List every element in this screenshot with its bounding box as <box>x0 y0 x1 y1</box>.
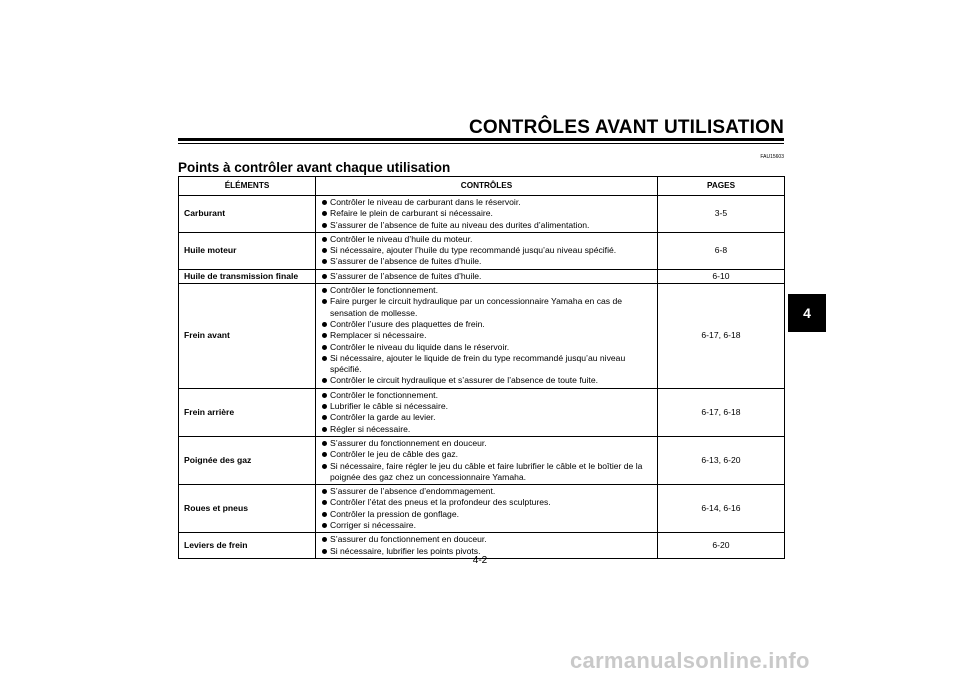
table-row <box>179 284 785 389</box>
check-item: S’assurer du fonctionnement en douceur. <box>319 534 654 545</box>
row-item-name: Roues et pneus <box>179 485 316 533</box>
check-item: Si nécessaire, faire régler le jeu du câble et faire lubrifier le câble et le boîtier de la poignée des gaz chez un concessionnaire Yamaha. <box>319 461 654 484</box>
table-row <box>179 232 785 269</box>
check-item: Si nécessaire, lubrifier les points pivots. <box>319 546 654 557</box>
check-item: Si nécessaire, ajouter l’huile du type recommandé jusqu’au niveau spécifié. <box>319 245 654 256</box>
check-list <box>319 390 654 435</box>
table-row <box>179 485 785 533</box>
row-item-name: Carburant <box>179 196 316 233</box>
check-item: Contrôler le niveau du liquide dans le réservoir. <box>319 342 654 353</box>
row-pages: 6-13, 6-20 <box>658 436 785 484</box>
check-item: Si nécessaire, ajouter le liquide de frein du type recommandé jusqu’au niveau spécifié. <box>319 353 654 376</box>
checklist-table-container <box>178 176 784 559</box>
row-pages: 3-5 <box>658 196 785 233</box>
table-row <box>179 436 785 484</box>
check-item: Contrôler le niveau d’huile du moteur. <box>319 234 654 245</box>
check-item: Remplacer si nécessaire. <box>319 330 654 341</box>
row-checks <box>316 436 658 484</box>
check-item: Contrôler l’état des pneus et la profondeur des sculptures. <box>319 497 654 508</box>
check-list <box>319 486 654 531</box>
check-item: Contrôler le fonctionnement. <box>319 390 654 401</box>
check-list <box>319 197 654 231</box>
check-item: Régler si nécessaire. <box>319 424 654 435</box>
header-rule-thin <box>178 143 784 144</box>
row-pages: 6-10 <box>658 269 785 283</box>
check-list <box>319 285 654 387</box>
check-item: Contrôler l’usure des plaquettes de frein. <box>319 319 654 330</box>
check-list <box>319 438 654 483</box>
row-item-name: Frein avant <box>179 284 316 389</box>
chapter-tab: 4 <box>788 294 826 332</box>
check-list <box>319 271 654 282</box>
column-header-pages: PAGES <box>658 177 785 196</box>
row-checks <box>316 284 658 389</box>
watermark: carmanualsonline.info <box>570 648 810 673</box>
checklist-table <box>178 176 785 559</box>
row-item-name: Frein arrière <box>179 388 316 436</box>
row-pages: 6-17, 6-18 <box>658 388 785 436</box>
page-number: 4-2 <box>472 555 488 566</box>
check-item: Faire purger le circuit hydraulique par un concessionnaire Yamaha en cas de sensation de mollesse. <box>319 296 654 319</box>
check-item: Contrôler la pression de gonflage. <box>319 509 654 520</box>
table-header-row <box>179 177 785 196</box>
column-header-elements: ÉLÉMENTS <box>179 177 316 196</box>
check-item: Corriger si nécessaire. <box>319 520 654 531</box>
row-checks <box>316 269 658 283</box>
check-list <box>319 234 654 268</box>
check-item: S’assurer de l’absence de fuites d’huile. <box>319 271 654 282</box>
row-pages: 6-17, 6-18 <box>658 284 785 389</box>
check-item: S’assurer de l’absence d’endommagement. <box>319 486 654 497</box>
check-item: Contrôler le fonctionnement. <box>319 285 654 296</box>
check-item: Lubrifier le câble si nécessaire. <box>319 401 654 412</box>
header-rule-thick <box>178 138 784 141</box>
check-item: S’assurer de l’absence de fuite au niveau des durites d’alimentation. <box>319 220 654 231</box>
check-item: Contrôler le circuit hydraulique et s’assurer de l’absence de toute fuite. <box>319 375 654 386</box>
row-checks <box>316 232 658 269</box>
row-pages: 6-20 <box>658 533 785 559</box>
check-item: Refaire le plein de carburant si nécessaire. <box>319 208 654 219</box>
section-title: Points à contrôler avant chaque utilisation <box>178 160 451 175</box>
row-pages: 6-8 <box>658 232 785 269</box>
column-header-controls: CONTRÔLES <box>316 177 658 196</box>
row-item-name: Huile de transmission finale <box>179 269 316 283</box>
row-pages: 6-14, 6-16 <box>658 485 785 533</box>
row-item-name: Poignée des gaz <box>179 436 316 484</box>
check-item: Contrôler la garde au levier. <box>319 412 654 423</box>
table-row <box>179 196 785 233</box>
check-item: Contrôler le niveau de carburant dans le réservoir. <box>319 197 654 208</box>
table-row <box>179 388 785 436</box>
row-item-name: Leviers de frein <box>179 533 316 559</box>
table-row <box>179 269 785 283</box>
check-item: S’assurer du fonctionnement en douceur. <box>319 438 654 449</box>
table-body <box>179 196 785 559</box>
row-item-name: Huile moteur <box>179 232 316 269</box>
page-header-title: CONTRÔLES AVANT UTILISATION <box>468 117 784 138</box>
check-item: Contrôler le jeu de câble des gaz. <box>319 449 654 460</box>
row-checks <box>316 485 658 533</box>
row-checks <box>316 196 658 233</box>
document-code: FAU15603 <box>760 154 784 160</box>
check-list <box>319 534 654 557</box>
row-checks <box>316 388 658 436</box>
check-item: S’assurer de l’absence de fuites d’huile. <box>319 256 654 267</box>
